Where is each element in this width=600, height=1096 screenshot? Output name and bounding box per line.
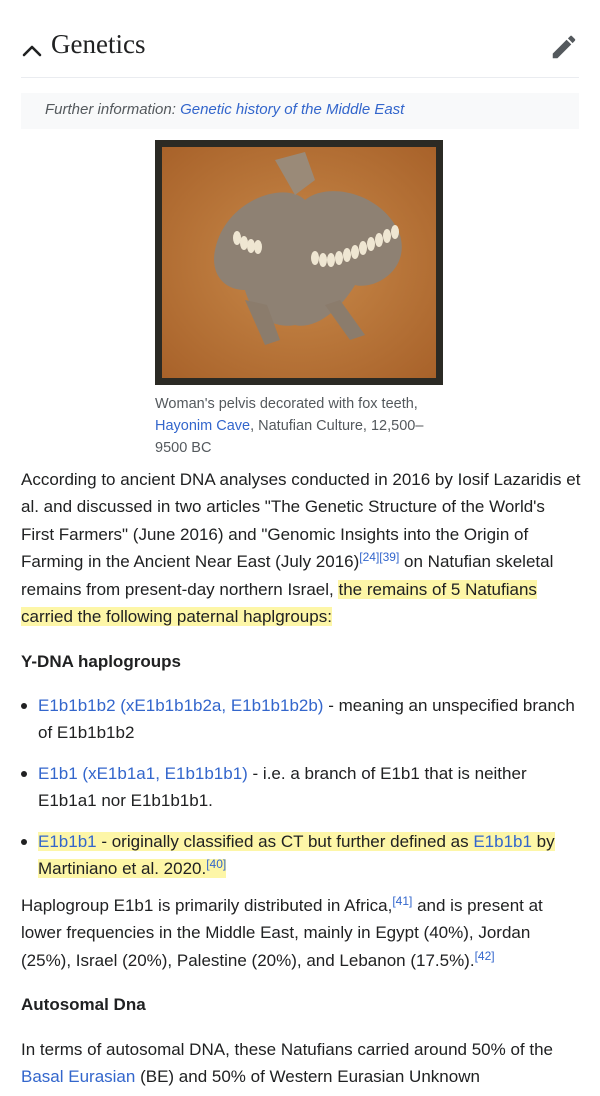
caption-text-end: , Natufian Culture, 12,500–9500 BC bbox=[155, 418, 424, 456]
section-header[interactable] bbox=[21, 18, 579, 78]
ydna-link-e1b1b1-second[interactable]: E1b1b1 bbox=[473, 832, 532, 851]
list-item bbox=[21, 760, 581, 815]
autosomal-text2: (BE) and 50% of Western Eurasian Unknown bbox=[135, 1067, 480, 1087]
caption-text: Woman's pelvis decorated with fox teeth, bbox=[155, 396, 418, 412]
hatnote-link[interactable]: Genetic history of the Middle East bbox=[180, 101, 405, 118]
hatnote bbox=[21, 93, 579, 129]
pelvis-photo[interactable] bbox=[155, 140, 443, 385]
para2-text2: and is present at lower frequencies in the Middle East, mainly in Egypt (40%), Jordan (25%), Israel (20%), Palestine (20%), and Lebanon (17.5%). bbox=[21, 896, 543, 970]
ref-42[interactable]: [42] bbox=[474, 948, 495, 963]
caption-link-hayonim-cave[interactable]: Hayonim Cave bbox=[155, 418, 251, 434]
ydna-heading: Y-DNA haplogroups bbox=[21, 652, 181, 671]
autosomal-text: In terms of autosomal DNA, these Natufians carried around 50% of the bbox=[21, 1040, 553, 1059]
pencil-icon[interactable] bbox=[549, 32, 579, 62]
autosomal-heading: Autosomal Dna bbox=[21, 995, 146, 1014]
bullet bbox=[21, 839, 27, 845]
bullet bbox=[21, 703, 27, 709]
paragraph-e1b1-distribution bbox=[21, 892, 581, 974]
basal-eurasian-link[interactable]: Basal Eurasian bbox=[21, 1067, 136, 1087]
ref-24[interactable]: [24] bbox=[359, 550, 380, 565]
list-item-text: - meaning an unspecified branch of E1b1b1b2 bbox=[38, 696, 575, 743]
para1-text: According to ancient DNA analyses conducted in 2016 by Iosif Lazaridis et al. and discussed in two articles "The Genetic Structure of the World's First Farmers" (June 2016) and "Genomic Insights into the Origin of Farming in the Ancient Near East (July 2016) bbox=[21, 470, 581, 572]
ydna-link-e1b1b1b2[interactable]: E1b1b1b2 (xE1b1b1b2a, E1b1b1b2b) bbox=[38, 696, 324, 715]
section-title: Genetics bbox=[51, 29, 146, 59]
ref-39[interactable]: [39] bbox=[379, 550, 400, 565]
ref-40[interactable]: [40] bbox=[206, 857, 227, 872]
ref-41[interactable]: [41] bbox=[392, 894, 413, 908]
hatnote-prefix: Further information: bbox=[45, 101, 181, 118]
paragraph-autosomal bbox=[21, 1036, 581, 1091]
list-item-text: - i.e. a branch of E1b1 that is neither E1b1a1 nor E1b1b1b1. bbox=[38, 764, 527, 811]
list-item-text: - originally classified as CT but further defined as bbox=[96, 832, 474, 851]
bullet bbox=[21, 771, 27, 777]
chevron-up-icon[interactable] bbox=[21, 42, 43, 58]
list-item-text-end: by Martiniano et al. 2020. bbox=[38, 832, 555, 879]
highlighted-text: the remains of 5 Natufians carried the following paternal haplgroups: bbox=[21, 579, 537, 627]
figure-caption bbox=[155, 393, 447, 459]
list-item bbox=[21, 828, 581, 883]
para2-text: Haplogroup E1b1 is primarily distributed in Africa, bbox=[21, 896, 393, 915]
paragraph-genetic-analysis bbox=[21, 466, 581, 630]
para1-text2: on Natufian skeletal remains from present-day northern Israel, bbox=[21, 552, 554, 599]
ydna-link-e1b1[interactable]: E1b1 (xE1b1a1, E1b1b1b1) bbox=[38, 764, 248, 783]
list-item bbox=[21, 692, 581, 747]
ydna-link-e1b1b1[interactable]: E1b1b1 bbox=[38, 832, 97, 851]
